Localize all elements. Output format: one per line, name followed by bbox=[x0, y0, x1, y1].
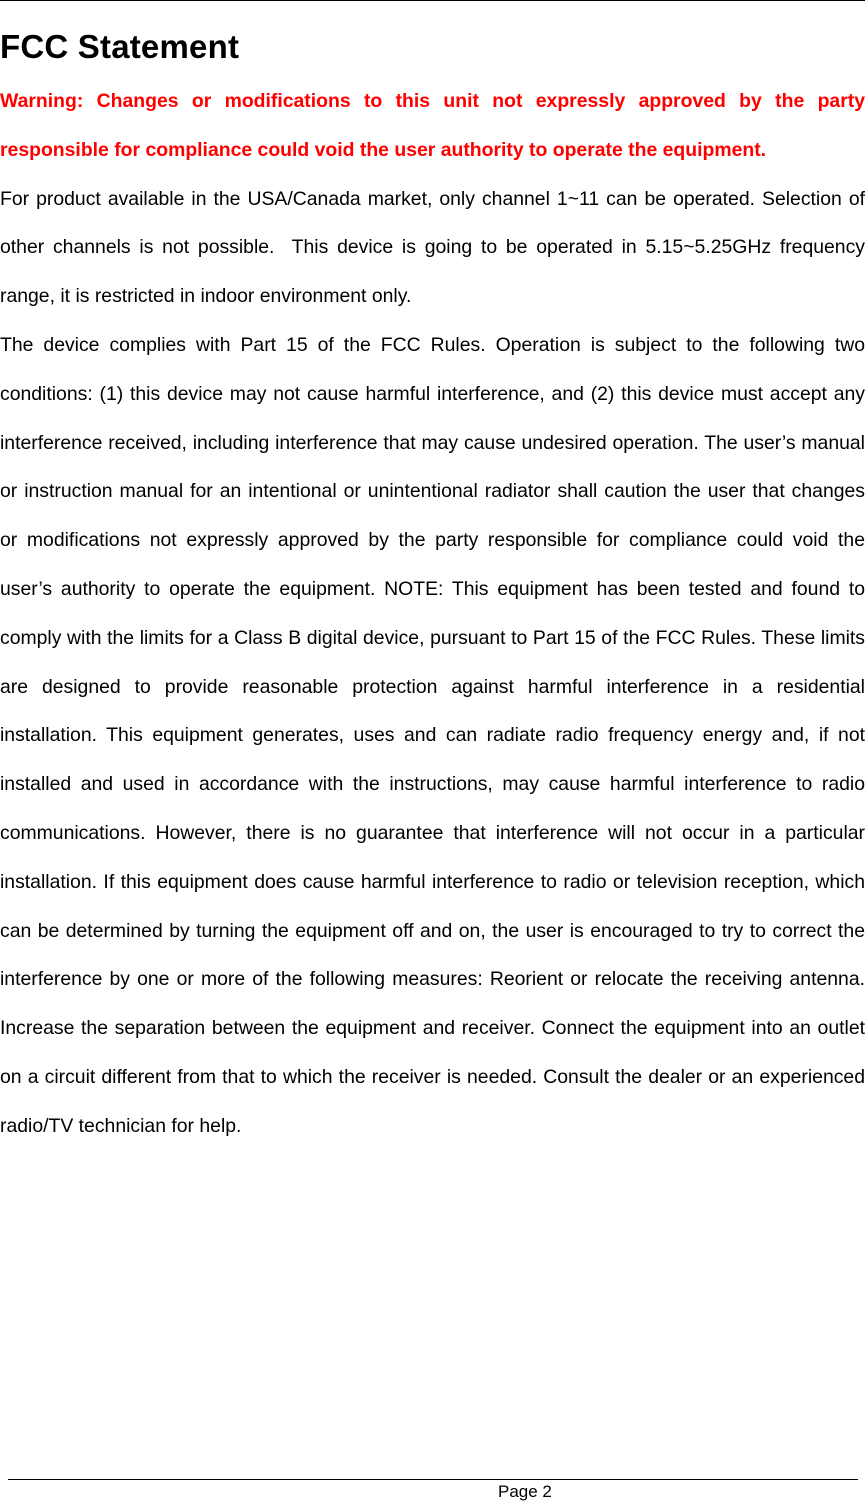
document-body bbox=[0, 77, 865, 1151]
warning-paragraph: Warning: Changes or modifications to this unit not expressly approved by the party responsible for compliance could void the user authority to operate the equipment. bbox=[0, 90, 865, 161]
compliance-paragraph: The device complies with Part 15 of the FCC Rules. Operation is subject to the following two conditions: (1) this device may not cause harmful interference, and (2) this device must accept any interference received, including interference that may cause undesired operation. The user’s manual or instruction manual for an intentional or unintentional radiator shall caution the user that changes or modifications not expressly approved by the party responsible for compliance could void the user’s authority to operate the equipment. NOTE: This equipment has been tested and found to comply with the limits for a Class B digital device, pursuant to Part 15 of the FCC Rules. These limits are designed to provide reasonable protection against harmful interference in a residential installation. This equipment generates, uses and can radiate radio frequency energy and, if not installed and used in accordance with the instructions, may cause harmful interference to radio communications. However, there is no guarantee that interference will not occur in a particular installation. If this equipment does cause harmful interference to radio or television reception, which can be determined by turning the equipment off and on, the user is encouraged to try to correct the interference by one or more of the following measures: Reorient or relocate the receiving antenna. Increase the separation between the equipment and receiver. Connect the equipment into an outlet on a circuit different from that to which the receiver is needed. Consult the dealer or an experienced radio/TV technician for help. bbox=[0, 333, 865, 1137]
channels-paragraph bbox=[0, 175, 865, 321]
frequency-sentence: This device is going to be operated in 5.15~5.25GHz frequency range, it is restricted in indoor environment only. bbox=[0, 236, 865, 308]
channels-sentence: For product available in the USA/Canada market, only channel 1~11 can be operated. Selection of other channels is not possible. bbox=[0, 187, 865, 259]
page-number: Page 2 bbox=[498, 1482, 552, 1501]
footer-rule bbox=[8, 1479, 858, 1480]
page-title: FCC Statement bbox=[0, 28, 240, 65]
header-rule bbox=[0, 0, 865, 1]
